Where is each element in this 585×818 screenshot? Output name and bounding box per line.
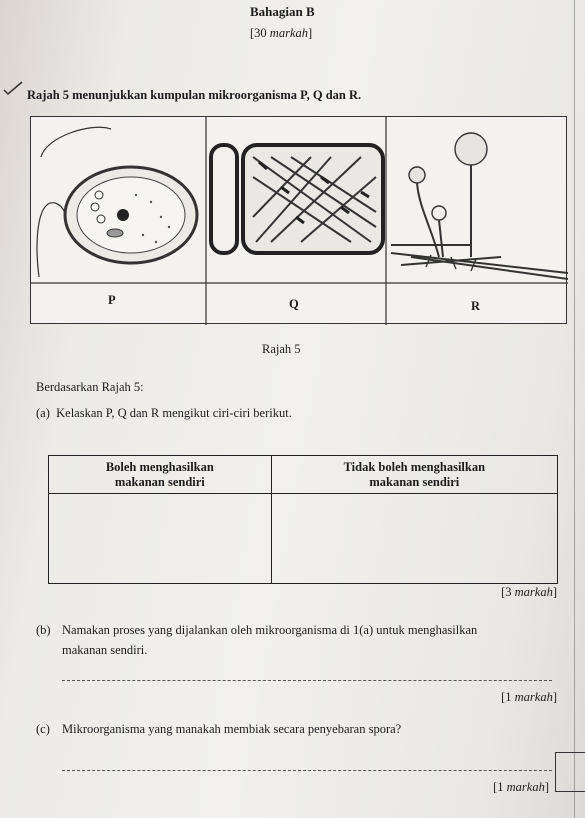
part-c-letter: (c) xyxy=(36,722,50,736)
part-c-marks: [1 markah] xyxy=(493,780,549,794)
part-b-marks: [1 markah] xyxy=(501,690,557,704)
column-header-produce-food: Boleh menghasilkan makanan sendiri xyxy=(49,456,272,494)
part-a-marks: [3 markah] xyxy=(501,585,557,599)
section-title: Bahagian B xyxy=(250,4,315,19)
answer-cell-produce-food[interactable] xyxy=(49,494,272,584)
figure-caption: Rajah 5 xyxy=(262,342,301,356)
organism-p-drawing xyxy=(37,127,197,277)
part-c-question xyxy=(36,722,401,737)
based-on-text: Berdasarkan Rajah 5: xyxy=(36,380,144,394)
part-a-letter: (a) xyxy=(36,406,50,420)
answer-cell-cannot-produce-food[interactable] xyxy=(271,494,557,584)
mark-box xyxy=(555,752,585,792)
part-b-text-line2: makanan sendiri. xyxy=(62,643,148,657)
figure-label-r: R xyxy=(471,299,481,313)
figure-label-q: Q xyxy=(289,297,299,311)
organism-r-drawing xyxy=(391,133,568,279)
classification-table xyxy=(48,455,558,584)
part-b-text-line1: Namakan proses yang dijalankan oleh mikroorganisma di 1(a) untuk menghasilkan xyxy=(62,623,478,637)
organism-q-drawing xyxy=(211,145,383,253)
page-edge-line xyxy=(574,0,575,818)
column-header-cannot-produce-food: Tidak boleh menghasilkan makanan sendiri xyxy=(271,456,557,494)
part-a-question xyxy=(36,406,292,421)
part-b-question xyxy=(36,620,566,660)
answer-line-part-b[interactable] xyxy=(62,680,552,681)
part-b-letter: (b) xyxy=(36,623,51,637)
question-intro: Rajah 5 menunjukkan kumpulan mikroorganisma P, Q dan R. xyxy=(27,88,362,102)
figure-label-p: P xyxy=(108,293,116,307)
answer-line-part-c[interactable] xyxy=(62,770,552,771)
figure-rajah-5 xyxy=(30,116,567,324)
section-marks: [30 markah] xyxy=(250,26,313,40)
check-mark-icon xyxy=(2,80,24,96)
part-a-text: Kelaskan P, Q dan R mengikut ciri-ciri berikut. xyxy=(56,406,292,420)
part-c-text: Mikroorganisma yang manakah membiak secara penyebaran spora? xyxy=(62,722,402,736)
